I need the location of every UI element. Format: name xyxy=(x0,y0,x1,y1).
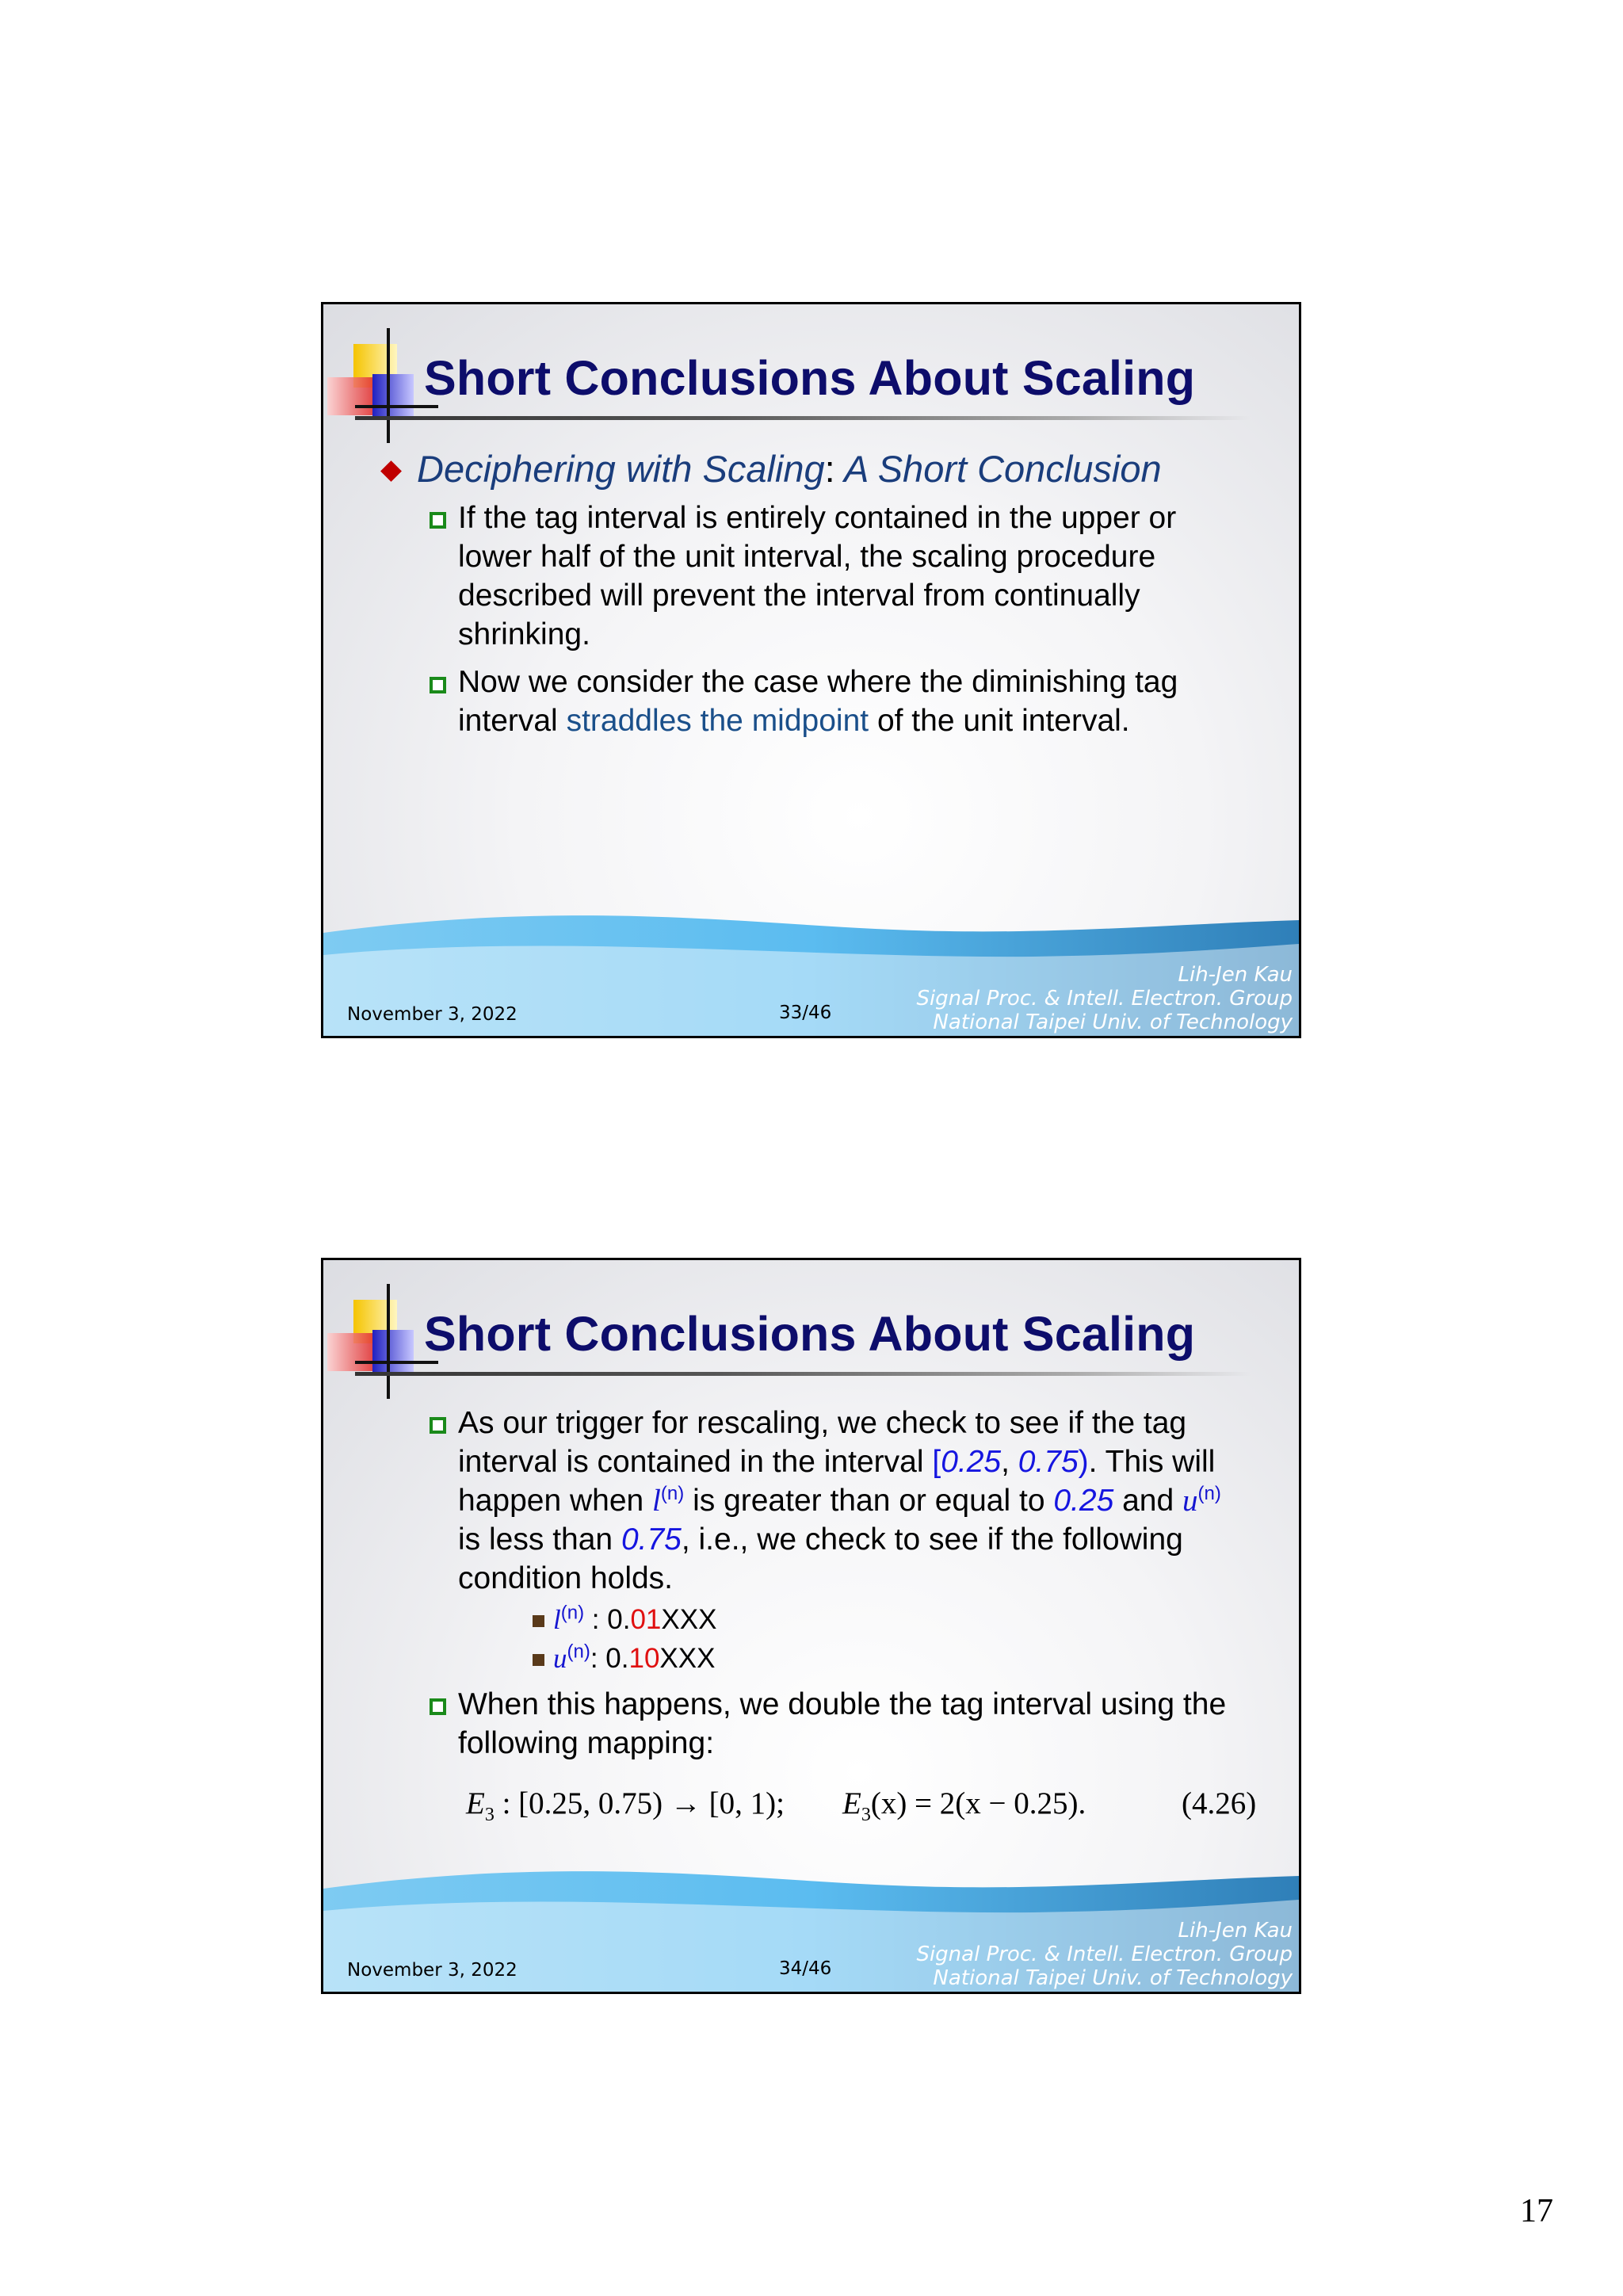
square-bullet-icon xyxy=(430,1698,446,1715)
square-bullet-icon xyxy=(430,512,446,529)
square-bullet-icon xyxy=(430,1417,446,1434)
title-divider xyxy=(355,1372,1251,1376)
footer-author: Lih-Jen Kau Signal Proc. & Intell. Electron. Group National Taipei Univ. of Technology xyxy=(916,1919,1293,1990)
slide-34 xyxy=(321,1258,1301,1994)
bullet-text: Now we consider the case where the diminishing tag interval straddles the midpoint of the unit interval. xyxy=(458,665,1178,738)
square-sub-bullet-icon xyxy=(533,1615,544,1627)
square-sub-bullet-icon xyxy=(533,1654,544,1666)
document-page-number: 17 xyxy=(1520,2193,1553,2229)
equation-rhs: $E_3(x) = 2(x - 0.25)$. xyxy=(842,1786,1086,1825)
title-divider xyxy=(355,416,1251,420)
bullet-text: If the tag interval is entirely contained in the upper or lower half of the unit interval, the scaling procedure described will prevent the interval from continually shrinking. xyxy=(458,501,1177,651)
bullet-text: As our trigger for rescaling, we check to see if the tag interval is contained in the interval [0.25, 0.75). This will happen when $l^{(n)}$ is greater than or equal to 0.25 and $u^{(n)}$ is less than 0.75, i.e., we check to see if the following condition holds. xyxy=(458,1406,1221,1595)
equation-number: (4.26) xyxy=(1182,1786,1257,1820)
slide-title: Short Conclusions About Scaling xyxy=(424,1307,1196,1361)
footer-page-number: 33/46 xyxy=(779,1003,832,1023)
slide-title: Short Conclusions About Scaling xyxy=(424,351,1196,405)
footer-date: November 3, 2022 xyxy=(347,1004,517,1025)
bullet-text: When this happens, we double the tag interval using the following mapping: xyxy=(458,1687,1227,1760)
footer-date: November 3, 2022 xyxy=(347,1960,517,1981)
footer-page-number: 34/46 xyxy=(779,1958,832,1979)
slide-33 xyxy=(321,302,1301,1038)
sub-bullet-upper: $u^{(n)}$: 0.10XXX xyxy=(553,1643,715,1675)
equation-lhs: $E_3$ : [0.25, 0.75) → [0, 1); xyxy=(466,1786,785,1825)
highlight-text: straddles the midpoint xyxy=(566,704,869,738)
footer-author: Lih-Jen Kau Signal Proc. & Intell. Electron. Group National Taipei Univ. of Technology xyxy=(916,963,1293,1034)
square-bullet-icon xyxy=(430,677,446,693)
diamond-bullet-icon xyxy=(380,460,402,482)
sub-bullet-lower: $l^{(n)}$ : 0.01XXX xyxy=(553,1604,716,1636)
section-heading: Deciphering with Scaling: A Short Conclusion xyxy=(417,448,1162,490)
